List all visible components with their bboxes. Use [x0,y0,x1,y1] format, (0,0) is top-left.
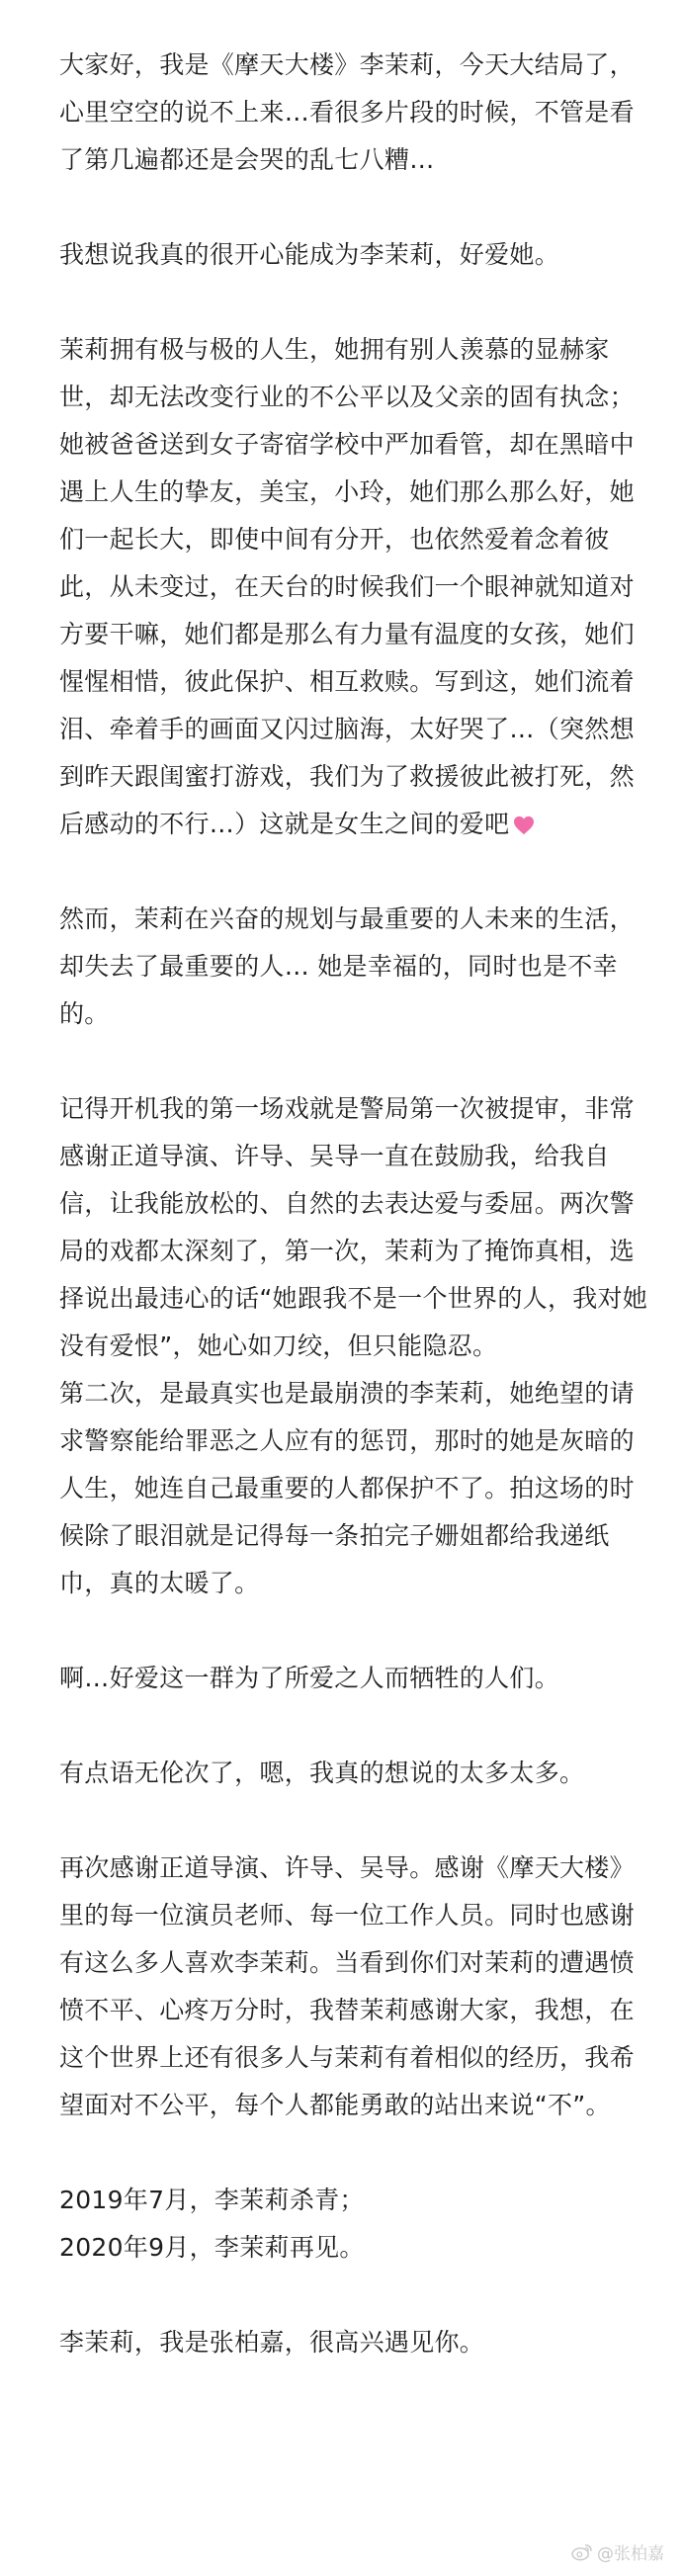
heart-icon [513,816,535,835]
paragraph-life [59,326,652,848]
letter-body [59,42,652,2366]
paragraph-life-text: 茉莉拥有极与极的人生，她拥有别人羡慕的显赫家世，却无法改变行业的不公平以及父亲的固有执念；她被爸爸送到女子寄宿学校中严加看管，却在黑暗中遇上人生的挚友，美宝，小玲，她们那么那么好，她们一起长大，即使中间有分开，也依然爱着念着彼此，从未变过，在天台的时候我们一个眼神就知道对方要干嘛，她们都是那么有力量有温度的女孩，她们惺惺相惜，彼此保护、相互救赎。写到这，她们流着泪、牵着手的画面又闪过脑海，太好哭了…（突然想到昨天跟闺蜜打游戏，我们为了救援彼此被打死，然后感动的不行…）这就是女生之间的爱吧 [59,335,635,838]
paragraph-second-time: 第二次，是最真实也是最崩溃的李茉莉，她绝望的请求警察能给罪恶之人应有的惩罚，那时的她是灰暗的人生，她连自己最重要的人都保护不了。拍这场的时候除了眼泪就是记得每一条拍完子姗姐都给我递纸巾，真的太暖了。 [59,1379,635,1597]
weibo-logo-icon [571,2543,593,2561]
paragraph-signoff: 李茉莉，我是张柏嘉，很高兴遇见你。 [59,2328,485,2357]
paragraph-happy: 我想说我真的很开心能成为李茉莉，好爱她。 [59,240,560,269]
paragraph-however: 然而，茉莉在兴奋的规划与最重要的人未来的生活，却失去了最重要的人… 她是幸福的，同时也是不幸的。 [59,904,635,1028]
paragraph-incoherent: 有点语无伦次了，嗯，我真的想说的太多太多。 [59,1759,585,1787]
paragraph-love: 啊…好爱这一群为了所爱之人而牺牲的人们。 [59,1664,560,1692]
date-line-wrap: 2019年7月，李茉莉杀青； [59,2186,365,2214]
paragraph-thanks: 再次感谢正道导演、许导、吴导。感谢《摩天大楼》里的每一位演员老师、每一位工作人员。同时也感谢有这么多人喜欢李茉莉。当看到你们对茉莉的遭遇愤愤不平、心疼万分时，我替茉莉感谢大家，我想，在这个世界上还有很多人与茉莉有着相似的经历，我希望面对不公平，每个人都能勇敢的站出来说“不”。 [59,1853,635,2119]
paragraph-first-scene: 记得开机我的第一场戏就是警局第一次被提审，非常感谢正道导演、许导、吴导一直在鼓励我，给我自信，让我能放松的、自然的去表达爱与委屈。两次警局的戏都太深刻了，第一次，茉莉为了掩饰真相，选择说出最违心的话“她跟我不是一个世界的人，我对她没有爱恨”，她心如刀绞，但只能隐忍。 [59,1094,648,1360]
weibo-watermark [571,2539,664,2564]
paragraph-greeting: 大家好，我是《摩天大楼》李茉莉，今天大结局了，心里空空的说不上来…看很多片段的时候，不管是看了第几遍都还是会哭的乱七八糟… [59,50,635,174]
watermark-text: @张柏嘉 [597,2544,664,2564]
date-line-farewell: 2020年9月，李茉莉再见。 [59,2233,365,2262]
